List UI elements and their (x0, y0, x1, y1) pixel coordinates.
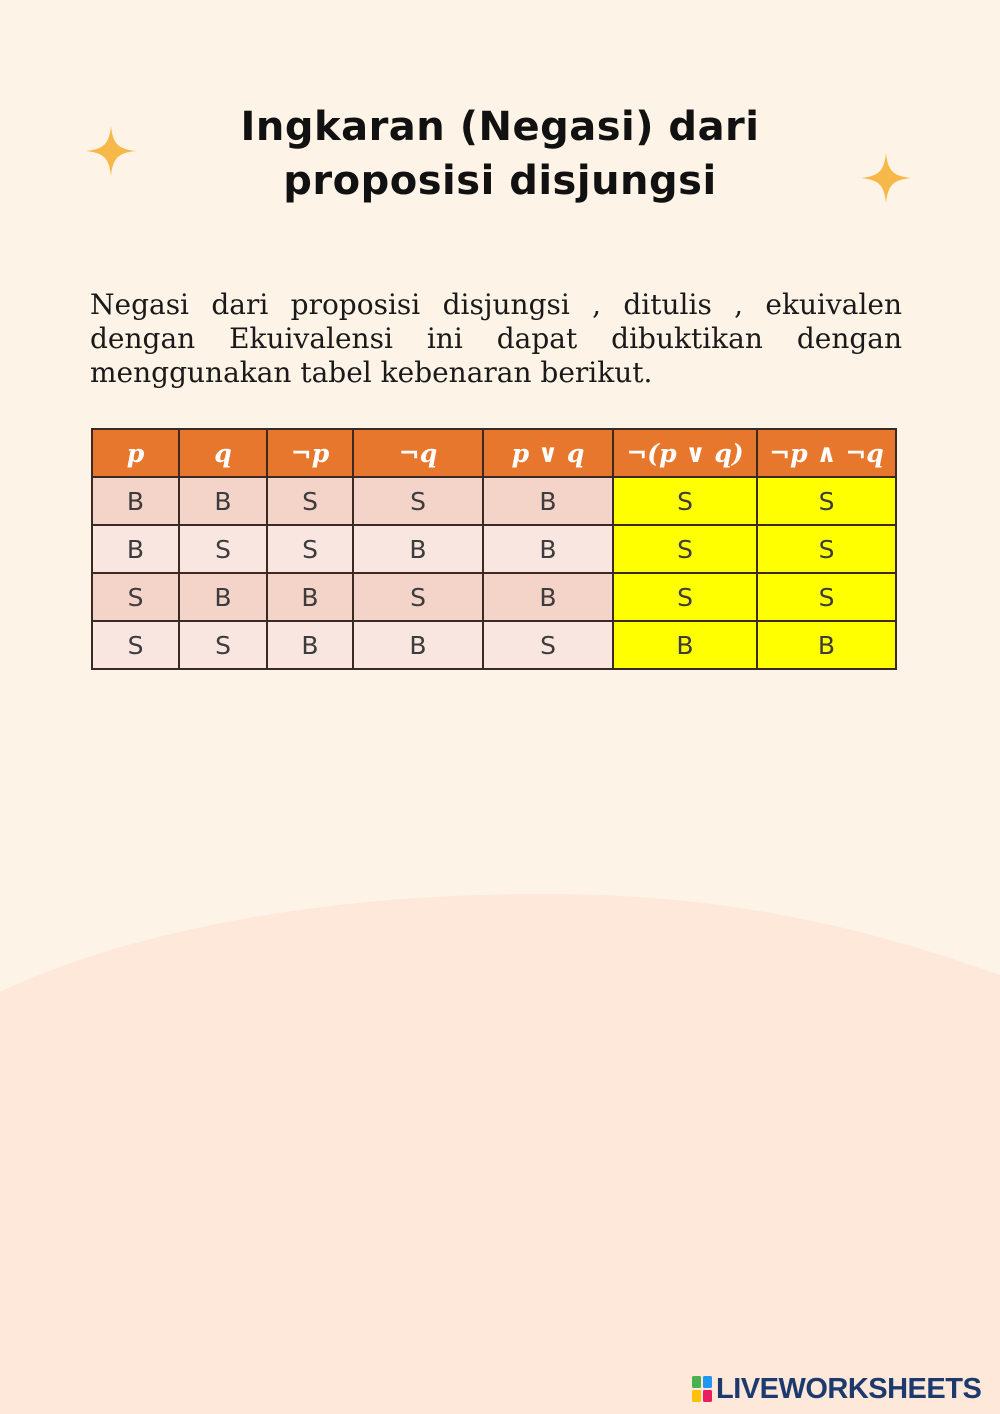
table-cell: B (92, 525, 179, 573)
table-cell: S (92, 621, 179, 669)
highlight-cell: B (757, 621, 896, 669)
table-cell: B (179, 573, 267, 621)
intro-paragraph: Negasi dari proposisi disjungsi , ditulis , ekuivalen dengan Ekuivalensi ini dapat dibuktikan dengan menggunakan tabel kebenaran berikut. (90, 288, 902, 389)
table-cell: S (483, 621, 613, 669)
table-header-row (92, 429, 896, 477)
header-p: p (92, 429, 179, 477)
table-cell: B (92, 477, 179, 525)
header-not-q: ¬q (353, 429, 483, 477)
table-cell: B (483, 525, 613, 573)
table-cell: B (267, 573, 353, 621)
table-cell: B (179, 477, 267, 525)
table-cell: S (179, 621, 267, 669)
highlight-cell: S (613, 573, 757, 621)
table-cell: B (353, 525, 483, 573)
highlight-cell: S (757, 525, 896, 573)
table-cell: B (483, 573, 613, 621)
table-row (92, 573, 896, 621)
sparkle-icon-left (86, 126, 136, 176)
page-title (150, 100, 850, 208)
table-cell: B (483, 477, 613, 525)
table-row (92, 525, 896, 573)
header-not-p-and-not-q: ¬p ∧ ¬q (757, 429, 896, 477)
table-cell: S (267, 477, 353, 525)
table-cell: S (353, 477, 483, 525)
highlight-cell: S (757, 477, 896, 525)
brand-text: LIVEWORKSHEETS (716, 1372, 982, 1405)
truth-table (91, 428, 897, 670)
table-cell: S (179, 525, 267, 573)
liveworksheets-logo-icon (692, 1376, 712, 1402)
header-p-or-q: p ∨ q (483, 429, 613, 477)
header-q: q (179, 429, 267, 477)
table-cell: S (92, 573, 179, 621)
liveworksheets-brand (692, 1372, 981, 1406)
title-line-2: proposisi disjungsi (283, 158, 717, 204)
title-line-1: Ingkaran (Negasi) dari (240, 104, 760, 150)
sparkle-icon-right (861, 153, 911, 203)
highlight-cell: S (757, 573, 896, 621)
header-not-p: ¬p (267, 429, 353, 477)
table-cell: S (353, 573, 483, 621)
highlight-cell: S (613, 525, 757, 573)
highlight-cell: S (613, 477, 757, 525)
table-cell: B (267, 621, 353, 669)
table-cell: B (353, 621, 483, 669)
header-not-p-or-q: ¬(p ∨ q) (613, 429, 757, 477)
highlight-cell: B (613, 621, 757, 669)
table-cell: S (267, 525, 353, 573)
table-row (92, 621, 896, 669)
table-row (92, 477, 896, 525)
